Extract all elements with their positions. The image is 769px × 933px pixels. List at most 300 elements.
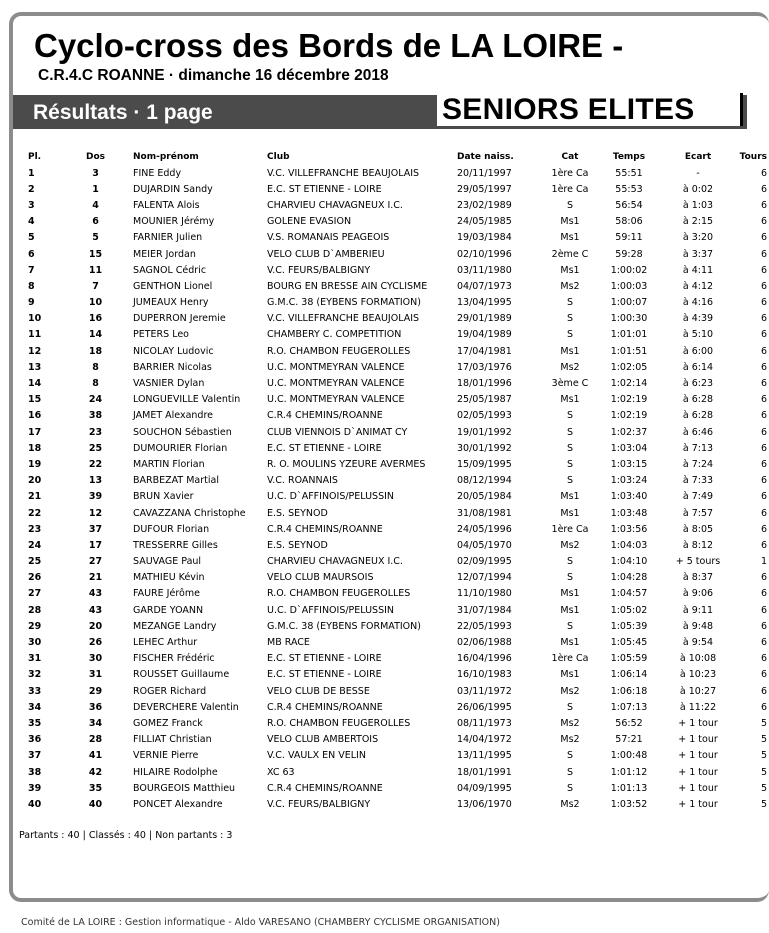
cell-birthdate: 19/04/1989 (457, 329, 512, 341)
table-row (18, 424, 767, 440)
cell-club: E.C. ST ETIENNE - LOIRE (267, 183, 382, 195)
col-header-time: Temps (612, 152, 646, 162)
cell-club: CHARVIEU CHAVAGNEUX I.C. (267, 556, 403, 568)
event-subtitle: C.R.4.C ROANNE · dimanche 16 décembre 2018 (38, 67, 389, 84)
cell-category: S (566, 297, 574, 309)
cell-birthdate: 24/05/1985 (457, 216, 512, 228)
cell-category: Ms2 (560, 717, 580, 729)
cell-laps: 6 (760, 653, 767, 665)
cell-category: S (566, 313, 574, 325)
table-row (18, 408, 767, 424)
cell-place: 25 (28, 556, 42, 568)
cell-name: BRUN Xavier (133, 491, 194, 503)
cell-club: U.C. MONTMEYRAN VALENCE (267, 361, 405, 373)
cell-category: 1ère Ca (551, 167, 589, 179)
cell-category: Ms1 (560, 216, 580, 228)
cell-laps: 6 (760, 167, 767, 179)
col-header-birthdate: Date naiss. (457, 152, 514, 162)
cell-place: 6 (28, 248, 35, 260)
cell-category: S (566, 426, 574, 438)
cell-birthdate: 19/01/1992 (457, 426, 512, 438)
cell-gap: à 6:46 (682, 426, 714, 438)
table-row (18, 537, 767, 553)
cell-laps: 5 (760, 717, 767, 729)
cell-time: 1:04:57 (610, 588, 648, 600)
cell-place: 10 (28, 313, 42, 325)
footer-credit: Comité de LA LOIRE : Gestion informatique - Aldo VARESANO (CHAMBERY CYCLISME ORGANISATION) (21, 917, 500, 928)
cell-bib: 23 (88, 426, 103, 438)
cell-time: 1:01:13 (610, 782, 648, 794)
cell-club: G.M.C. 38 (EYBENS FORMATION) (267, 620, 421, 632)
cell-name: FARNIER Julien (133, 232, 203, 244)
cell-birthdate: 16/04/1996 (457, 653, 512, 665)
col-header-place: Pl. (28, 152, 42, 162)
cell-gap: à 7:33 (682, 475, 714, 487)
cell-place: 20 (28, 475, 42, 487)
cell-club: C.R.4 CHEMINS/ROANNE (267, 782, 383, 794)
cell-bib: 40 (88, 798, 103, 810)
cell-gap: à 4:39 (682, 313, 714, 325)
cell-name: MOUNIER Jérémy (133, 216, 215, 228)
table-row (18, 440, 767, 456)
cell-category: S (566, 329, 574, 341)
cell-gap: à 6:00 (682, 345, 714, 357)
cell-bib: 28 (88, 734, 103, 746)
cell-bib: 22 (88, 458, 103, 470)
cell-club: GOLENE EVASION (267, 216, 352, 228)
cell-bib: 18 (88, 345, 103, 357)
cell-gap: à 6:14 (682, 361, 714, 373)
cell-laps: 6 (760, 685, 767, 697)
cell-name: SAUVAGE Paul (133, 556, 202, 568)
cell-bib: 21 (88, 572, 103, 584)
table-row (18, 521, 767, 537)
cell-name: TRESSERRE Gilles (133, 539, 218, 551)
cell-birthdate: 04/05/1970 (457, 539, 512, 551)
cell-category: Ms2 (560, 280, 580, 292)
cell-gap: à 9:54 (682, 637, 714, 649)
cell-time: 55:53 (615, 183, 643, 195)
cell-place: 17 (28, 426, 42, 438)
cell-name: LONGUEVILLE Valentin (133, 394, 241, 406)
table-row (18, 796, 767, 812)
cell-club: E.C. ST ETIENNE - LOIRE (267, 442, 382, 454)
cell-birthdate: 02/06/1988 (457, 637, 512, 649)
cell-club: CLUB VIENNOIS D`ANIMAT CY (267, 426, 408, 438)
table-row (18, 715, 767, 731)
cell-birthdate: 22/05/1993 (457, 620, 512, 632)
cell-laps: 6 (760, 523, 767, 535)
cell-place: 14 (28, 378, 42, 390)
cell-birthdate: 29/05/1997 (457, 183, 512, 195)
cell-bib: 8 (92, 361, 99, 373)
cell-gap: à 3:37 (682, 248, 714, 260)
table-row (18, 780, 767, 796)
cell-birthdate: 02/09/1995 (457, 556, 512, 568)
table-row (18, 165, 767, 181)
cell-birthdate: 08/11/1973 (457, 717, 512, 729)
table-row (18, 683, 767, 699)
cell-place: 9 (28, 297, 35, 309)
cell-place: 27 (28, 588, 42, 600)
cell-place: 4 (28, 216, 35, 228)
cell-category: S (566, 458, 574, 470)
cell-birthdate: 11/10/1980 (457, 588, 512, 600)
cell-club: U.C. MONTMEYRAN VALENCE (267, 394, 405, 406)
cell-club: V.S. ROMANAIS PEAGEOIS (267, 232, 390, 244)
cell-time: 1:03:04 (610, 442, 648, 454)
cell-bib: 7 (92, 280, 99, 292)
table-row (18, 181, 767, 197)
cell-name: MATHIEU Kévin (133, 572, 205, 584)
cell-laps: 6 (760, 264, 767, 276)
cell-name: GOMEZ Franck (133, 717, 203, 729)
cell-category: 1ère Ca (551, 523, 589, 535)
cell-name: MARTIN Florian (133, 458, 205, 470)
cell-time: 1:00:30 (610, 313, 648, 325)
cell-time: 1:01:01 (610, 329, 648, 341)
cell-place: 30 (28, 637, 42, 649)
cell-name: FILLIAT Christian (133, 734, 212, 746)
cell-category: Ms1 (560, 345, 580, 357)
cell-laps: 6 (760, 572, 767, 584)
cell-time: 1:03:24 (610, 475, 648, 487)
cell-place: 3 (28, 199, 35, 211)
table-row (18, 651, 767, 667)
cell-time: 55:51 (615, 167, 643, 179)
cell-laps: 6 (760, 458, 767, 470)
table-row (18, 618, 767, 634)
cell-laps: 6 (760, 248, 767, 260)
cell-bib: 16 (88, 313, 103, 325)
cell-laps: 6 (760, 183, 767, 195)
cell-birthdate: 13/04/1995 (457, 297, 512, 309)
table-row (18, 489, 767, 505)
cell-gap: à 7:24 (682, 458, 714, 470)
cell-place: 26 (28, 572, 42, 584)
cell-birthdate: 25/05/1987 (457, 394, 512, 406)
cell-category: S (566, 556, 574, 568)
cell-name: FAURE Jérôme (133, 588, 200, 600)
cell-name: ROGER Richard (133, 685, 207, 697)
cell-bib: 38 (88, 410, 103, 422)
cell-gap: à 8:37 (682, 572, 714, 584)
cell-name: ROUSSET Guillaume (133, 669, 230, 681)
cell-time: 59:28 (615, 248, 643, 260)
table-row (18, 667, 767, 683)
cell-time: 1:05:59 (610, 653, 648, 665)
table-row (18, 392, 767, 408)
cell-place: 5 (28, 232, 35, 244)
cell-club: VELO CLUB DE BESSE (267, 685, 370, 697)
cell-time: 1:03:56 (610, 523, 648, 535)
cell-club: R.O. CHAMBON FEUGEROLLES (267, 588, 411, 600)
cell-laps: 6 (760, 280, 767, 292)
cell-laps: 6 (760, 313, 767, 325)
cell-club: C.R.4 CHEMINS/ROANNE (267, 523, 383, 535)
cell-time: 1:04:10 (610, 556, 648, 568)
cell-gap: à 7:13 (682, 442, 714, 454)
table-row (18, 732, 767, 748)
cell-birthdate: 20/11/1997 (457, 167, 512, 179)
cell-laps: 6 (760, 394, 767, 406)
cell-category: 2ème C (551, 248, 589, 260)
cell-birthdate: 20/05/1984 (457, 491, 512, 503)
cell-bib: 12 (88, 507, 103, 519)
cell-time: 1:03:52 (610, 798, 648, 810)
cell-gap: à 3:20 (682, 232, 714, 244)
cell-name: NICOLAY Ludovic (133, 345, 214, 357)
cell-time: 1:00:02 (610, 264, 648, 276)
cell-bib: 42 (88, 766, 103, 778)
cell-time: 1:07:13 (610, 701, 648, 713)
cell-birthdate: 23/02/1989 (457, 199, 512, 211)
cell-gap: à 8:05 (682, 523, 714, 535)
cell-club: E.C. ST ETIENNE - LOIRE (267, 653, 382, 665)
cell-gap: à 1:03 (682, 199, 714, 211)
cell-laps: 6 (760, 539, 767, 551)
cell-place: 38 (28, 766, 42, 778)
cell-birthdate: 02/05/1993 (457, 410, 512, 422)
page-title: Cyclo-cross des Bords de LA LOIRE - (34, 27, 624, 64)
cell-bib: 14 (88, 329, 103, 341)
cell-laps: 5 (760, 750, 767, 762)
cell-club: R.O. CHAMBON FEUGEROLLES (267, 345, 411, 357)
table-row (18, 570, 767, 586)
cell-gap: à 9:06 (682, 588, 714, 600)
col-header-bib: Dos (85, 152, 105, 162)
cell-time: 1:00:03 (610, 280, 648, 292)
cell-club: U.C. MONTMEYRAN VALENCE (267, 378, 405, 390)
cell-category: Ms2 (560, 798, 580, 810)
table-row (18, 586, 767, 602)
cell-birthdate: 13/06/1970 (457, 798, 512, 810)
cell-category: Ms1 (560, 604, 580, 616)
cell-category: Ms1 (560, 669, 580, 681)
cell-gap: à 5:10 (682, 329, 714, 341)
table-row (18, 230, 767, 246)
cell-club: R.O. CHAMBON FEUGEROLLES (267, 717, 411, 729)
cell-time: 1:05:45 (610, 637, 648, 649)
cell-bib: 10 (88, 297, 103, 309)
cell-club: U.C. D`AFFINOIS/PELUSSIN (267, 604, 395, 616)
cell-place: 11 (28, 329, 42, 341)
cell-place: 13 (28, 361, 42, 373)
cell-name: FALENTA Alois (133, 199, 200, 211)
cell-place: 21 (28, 491, 42, 503)
cell-place: 35 (28, 717, 42, 729)
cell-bib: 35 (88, 782, 103, 794)
cell-time: 1:01:12 (610, 766, 648, 778)
cell-club: C.R.4 CHEMINS/ROANNE (267, 701, 383, 713)
cell-birthdate: 19/03/1984 (457, 232, 512, 244)
cell-bib: 15 (88, 248, 103, 260)
cell-gap: à 10:27 (679, 685, 717, 697)
cell-time: 1:02:19 (610, 394, 648, 406)
table-row (18, 359, 767, 375)
cell-time: 1:01:51 (610, 345, 648, 357)
cell-gap: + 1 tour (678, 782, 718, 794)
cell-category: Ms2 (560, 734, 580, 746)
cell-name: FINE Eddy (133, 167, 182, 179)
table-row (18, 505, 767, 521)
cell-birthdate: 17/03/1976 (457, 361, 512, 373)
cell-time: 1:06:18 (610, 685, 648, 697)
col-header-gap: Ecart (684, 152, 712, 162)
cell-laps: 5 (760, 798, 767, 810)
cell-bib: 5 (92, 232, 99, 244)
cell-club: XC 63 (267, 766, 295, 778)
cell-category: Ms1 (560, 588, 580, 600)
cell-birthdate: 02/10/1996 (457, 248, 512, 260)
cell-time: 1:02:19 (610, 410, 648, 422)
cell-time: 59:11 (615, 232, 643, 244)
cell-place: 12 (28, 345, 42, 357)
table-row (18, 634, 767, 650)
cell-bib: 8 (92, 378, 99, 390)
table-row (18, 764, 767, 780)
cell-gap: à 8:12 (682, 539, 714, 551)
cell-bib: 26 (88, 637, 103, 649)
cell-time: 1:02:37 (610, 426, 648, 438)
cell-bib: 20 (88, 620, 103, 632)
cell-time: 1:02:14 (610, 378, 648, 390)
cell-name: SAGNOL Cédric (133, 264, 207, 276)
cell-laps: 5 (760, 734, 767, 746)
cell-name: GENTHON Lionel (133, 280, 213, 292)
cell-place: 29 (28, 620, 42, 632)
cell-birthdate: 08/12/1994 (457, 475, 512, 487)
cell-place: 40 (28, 798, 42, 810)
cell-time: 1:04:28 (610, 572, 648, 584)
cell-time: 1:04:03 (610, 539, 648, 551)
table-row (18, 262, 767, 278)
cell-gap: + 5 tours (675, 556, 721, 568)
cell-club: V.C. VAULX EN VELIN (267, 750, 366, 762)
cell-club: V.C. VILLEFRANCHE BEAUJOLAIS (267, 313, 420, 325)
cell-name: VASNIER Dylan (133, 378, 205, 390)
table-row (18, 456, 767, 472)
table-row (18, 699, 767, 715)
cell-name: FISCHER Frédéric (133, 653, 215, 665)
cell-club: V.C. FEURS/BALBIGNY (267, 798, 371, 810)
cell-place: 22 (28, 507, 42, 519)
cell-category: S (566, 199, 574, 211)
cell-bib: 34 (88, 717, 103, 729)
cell-name: HILAIRE Rodolphe (133, 766, 218, 778)
cell-gap: à 2:15 (682, 216, 714, 228)
cell-place: 8 (28, 280, 35, 292)
cell-club: E.C. ST ETIENNE - LOIRE (267, 669, 382, 681)
cell-place: 31 (28, 653, 42, 665)
cell-time: 1:05:39 (610, 620, 648, 632)
cell-bib: 43 (88, 604, 103, 616)
cell-birthdate: 29/01/1989 (457, 313, 512, 325)
cell-name: DUPERRON Jeremie (133, 313, 226, 325)
cell-club: E.S. SEYNOD (267, 507, 328, 519)
cell-gap: + 1 tour (678, 750, 718, 762)
cell-gap: à 10:23 (679, 669, 717, 681)
table-row (18, 473, 767, 489)
cell-name: BARRIER Nicolas (133, 361, 212, 373)
cell-birthdate: 18/01/1996 (457, 378, 512, 390)
cell-gap: - (696, 167, 700, 179)
cell-name: SOUCHON Sébastien (133, 426, 232, 438)
cell-name: JUMEAUX Henry (133, 297, 209, 309)
cell-bib: 6 (92, 216, 99, 228)
table-row (18, 246, 767, 262)
cell-club: V.C. FEURS/BALBIGNY (267, 264, 371, 276)
table-row (18, 214, 767, 230)
col-header-name: Nom-prénom (133, 152, 199, 162)
cell-club: C.R.4 CHEMINS/ROANNE (267, 410, 383, 422)
cell-name: MEIER Jordan (133, 248, 196, 260)
cell-category: Ms1 (560, 507, 580, 519)
cell-bib: 11 (88, 264, 103, 276)
cell-gap: à 6:28 (682, 410, 714, 422)
cell-laps: 6 (760, 199, 767, 211)
cell-name: DUFOUR Florian (133, 523, 210, 535)
cell-name: DUJARDIN Sandy (133, 183, 213, 195)
cell-name: DUMOURIER Florian (133, 442, 228, 454)
cell-place: 36 (28, 734, 42, 746)
cell-club: CHARVIEU CHAVAGNEUX I.C. (267, 199, 403, 211)
cell-time: 58:06 (615, 216, 643, 228)
cell-laps: 6 (760, 588, 767, 600)
cell-time: 1:00:07 (610, 297, 648, 309)
cell-laps: 6 (760, 604, 767, 616)
table-row (18, 748, 767, 764)
cell-birthdate: 26/06/1995 (457, 701, 512, 713)
cell-place: 18 (28, 442, 42, 454)
cell-category: Ms2 (560, 539, 580, 551)
cell-place: 23 (28, 523, 42, 535)
cell-category: S (566, 442, 574, 454)
cell-category: S (566, 620, 574, 632)
cell-bib: 27 (88, 556, 103, 568)
cell-gap: à 9:48 (682, 620, 714, 632)
cell-laps: 6 (760, 620, 767, 632)
cell-time: 1:03:15 (610, 458, 648, 470)
cell-category: 1ère Ca (551, 183, 589, 195)
cell-club: G.M.C. 38 (EYBENS FORMATION) (267, 297, 421, 309)
cell-time: 57:21 (615, 734, 643, 746)
cell-club: MB RACE (267, 637, 310, 649)
cell-club: V.C. ROANNAIS (267, 475, 338, 487)
cell-time: 1:06:14 (610, 669, 648, 681)
table-row (18, 311, 767, 327)
cell-time: 1:00:48 (610, 750, 648, 762)
cell-laps: 6 (760, 329, 767, 341)
cell-name: GARDE YOANN (133, 604, 204, 616)
cell-laps: 6 (760, 345, 767, 357)
cell-birthdate: 24/05/1996 (457, 523, 512, 535)
cell-laps: 1 (760, 556, 767, 568)
cell-bib: 3 (92, 167, 99, 179)
cell-name: BOURGEOIS Matthieu (133, 782, 236, 794)
cell-birthdate: 15/09/1995 (457, 458, 512, 470)
cell-gap: à 6:23 (682, 378, 714, 390)
cell-club: V.C. VILLEFRANCHE BEAUJOLAIS (267, 167, 420, 179)
table-row (18, 602, 767, 618)
cell-laps: 6 (760, 475, 767, 487)
cell-club: VELO CLUB MAURSOIS (267, 572, 374, 584)
cell-category: Ms1 (560, 491, 580, 503)
cell-birthdate: 14/04/1972 (457, 734, 512, 746)
table-row (18, 327, 767, 343)
cell-name: BARBEZAT Martial (133, 475, 219, 487)
table-row (18, 295, 767, 311)
